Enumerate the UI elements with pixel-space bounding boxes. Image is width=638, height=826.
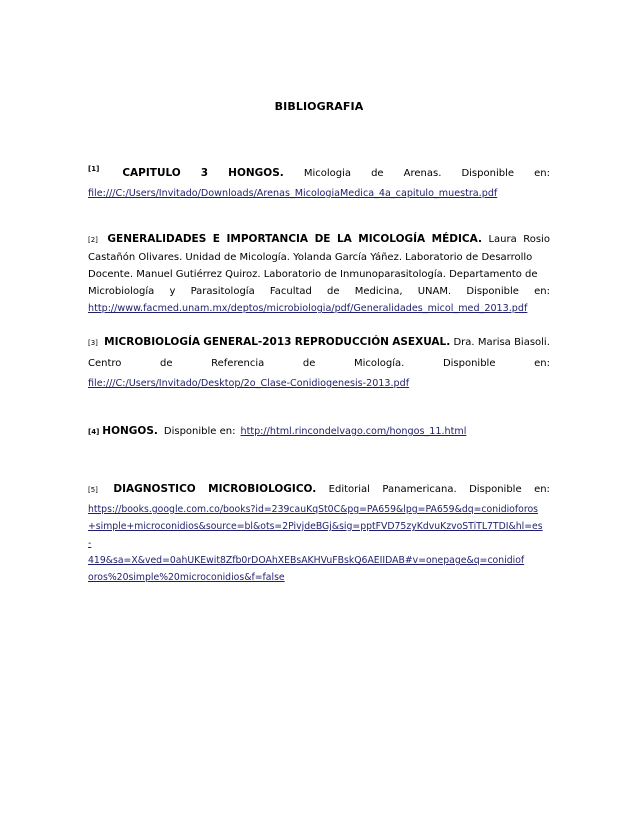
bibliography-entry-2 [88,231,550,317]
entry-text-word: de [160,358,173,369]
entry-link[interactable]: file:///C:/Users/Invitado/Desktop/2o_Clase-Conidiogenesis-2013.pdf [88,378,410,389]
entry-text-word: Laura [488,234,517,245]
entry-link[interactable]: http://www.facmed.unam.mx/deptos/microbiologia/pdf/Generalidades_micol_med_2013.pdf [88,303,528,314]
reference-number: [3] [88,339,98,347]
entry-text-word: Panamericana. [382,484,457,495]
entry-heading-word: IMPORTANCIA [226,233,309,245]
entry-heading-word: MÉDICA. [431,233,482,245]
page-title: BIBLIOGRAFIA [274,100,364,113]
entry-link[interactable]: file:///C:/Users/Invitado/Downloads/Arenas_MicologiaMedica_4a_capitulo_muestra.pdf [88,188,498,199]
entry-heading-word: LA [336,233,352,245]
entry-2-line-1 [88,231,550,249]
entry-heading-word: DE [314,233,331,245]
entry-text-word: Biasoli. [514,337,550,348]
entry-text-word: en: [534,168,550,179]
bibliography-entry-3 [88,334,550,392]
entry-link-line[interactable]: 419&sa=X&ved=0ahUKEwit8Zfb0rDOAhXEBsAKHVuFBskQ6AEIIDAB#v=onepage&q=conidiof [88,555,525,566]
entry-link-line[interactable]: +simple+microconidios&source=bl&ots=2PivjdeBGj&sig=pptFVD75zyKdvuKzvoSTiTL7TDI&hl=es [88,521,543,532]
entry-text-word: Editorial [328,484,370,495]
entry-2-line-2 [88,249,550,266]
bibliography-entry-5 [88,481,550,586]
entry-heading-word: HONGOS. [228,167,284,179]
entry-link[interactable]: http://html.rincondelvago.com/hongos_11.html [240,426,467,437]
entry-text-word: Micologia [303,168,352,179]
entry-text-word: Disponible [466,286,519,297]
entry-heading-word: CAPITULO [122,167,181,179]
bibliography-entry-1 [88,161,550,202]
bibliography-entry-4 [88,423,550,441]
entry-text-word: Parasitología [190,286,255,297]
entry-5-link-block [88,501,550,586]
entry-text: Disponible en: [163,426,236,437]
entry-text-word: en: [534,358,550,369]
entry-text-word: Disponible [442,358,496,369]
entry-4-line-1 [88,423,550,441]
entry-heading-word: 3 [200,167,209,179]
entry-text-word: en: [534,286,550,297]
entry-heading-word: DIAGNOSTICO [113,483,196,495]
reference-number: [4] [88,428,100,436]
entry-text-word: Disponible [469,484,522,495]
entry-text-word: y [169,286,176,297]
reference-number: [5] [88,486,98,494]
entry-heading-word: REPRODUCCIÓN [294,336,389,348]
entry-link-line[interactable]: - [88,538,92,549]
entry-text-word: Micología. [353,358,405,369]
entry-3-line-2 [88,355,550,372]
reference-number: [2] [88,236,98,244]
entry-text-word: Facultad [269,286,312,297]
entry-heading-word: ASEXUAL. [392,336,451,348]
entry-text-word: Centro [88,358,122,369]
entry-heading-word: MICROBIOLOGÍA [104,336,200,348]
entry-5-line-1 [88,481,550,499]
entry-heading: HONGOS. [102,425,158,437]
entry-heading-word: GENERAL-2013 [203,336,292,348]
entry-text-word: UNAM. [417,286,452,297]
entry-text-word: Microbiología [88,286,155,297]
entry-text-word: Referencia [211,358,265,369]
entry-text-word: Arenas. [403,168,442,179]
entry-heading-word: MICOLOGÍA [358,233,426,245]
entry-text: Docente. Manuel Gutiérrez Quiroz. Laboratorio de Inmunoparasitología. Departamento de [88,269,538,280]
entry-link-line[interactable]: oros%20simple%20microconidios&f=false [88,572,285,583]
entry-link-line[interactable]: https://books.google.com.co/books?id=239cauKqSt0C&pg=PA659&lpg=PA659&dq=conidioforos [88,504,538,515]
entry-2-line-3 [88,266,550,283]
entry-text-word: Disponible [461,168,515,179]
entry-text-word: Dra. [453,337,475,348]
entry-1-line-1 [88,161,550,182]
entry-3-line-1 [88,334,550,352]
entry-text-word: Marisa [477,337,511,348]
entry-text: Castañón Olivares. Unidad de Micología. Yolanda García Yáñez. Laboratorio de Desarrollo [88,252,533,263]
entry-heading-word: E [212,233,220,245]
entry-text-word: de [327,286,340,297]
entry-text-word: en: [534,484,550,495]
entry-heading-word: MICROBIOLOGICO. [208,483,317,495]
entry-heading-word: GENERALIDADES [107,233,207,245]
entry-text-word: de [371,168,384,179]
entry-2-line-4 [88,283,550,300]
entry-text-word: Rosio [523,234,550,245]
entry-text-word: Medicina, [354,286,403,297]
entry-text-word: de [302,358,316,369]
reference-number: [1] [88,165,100,173]
